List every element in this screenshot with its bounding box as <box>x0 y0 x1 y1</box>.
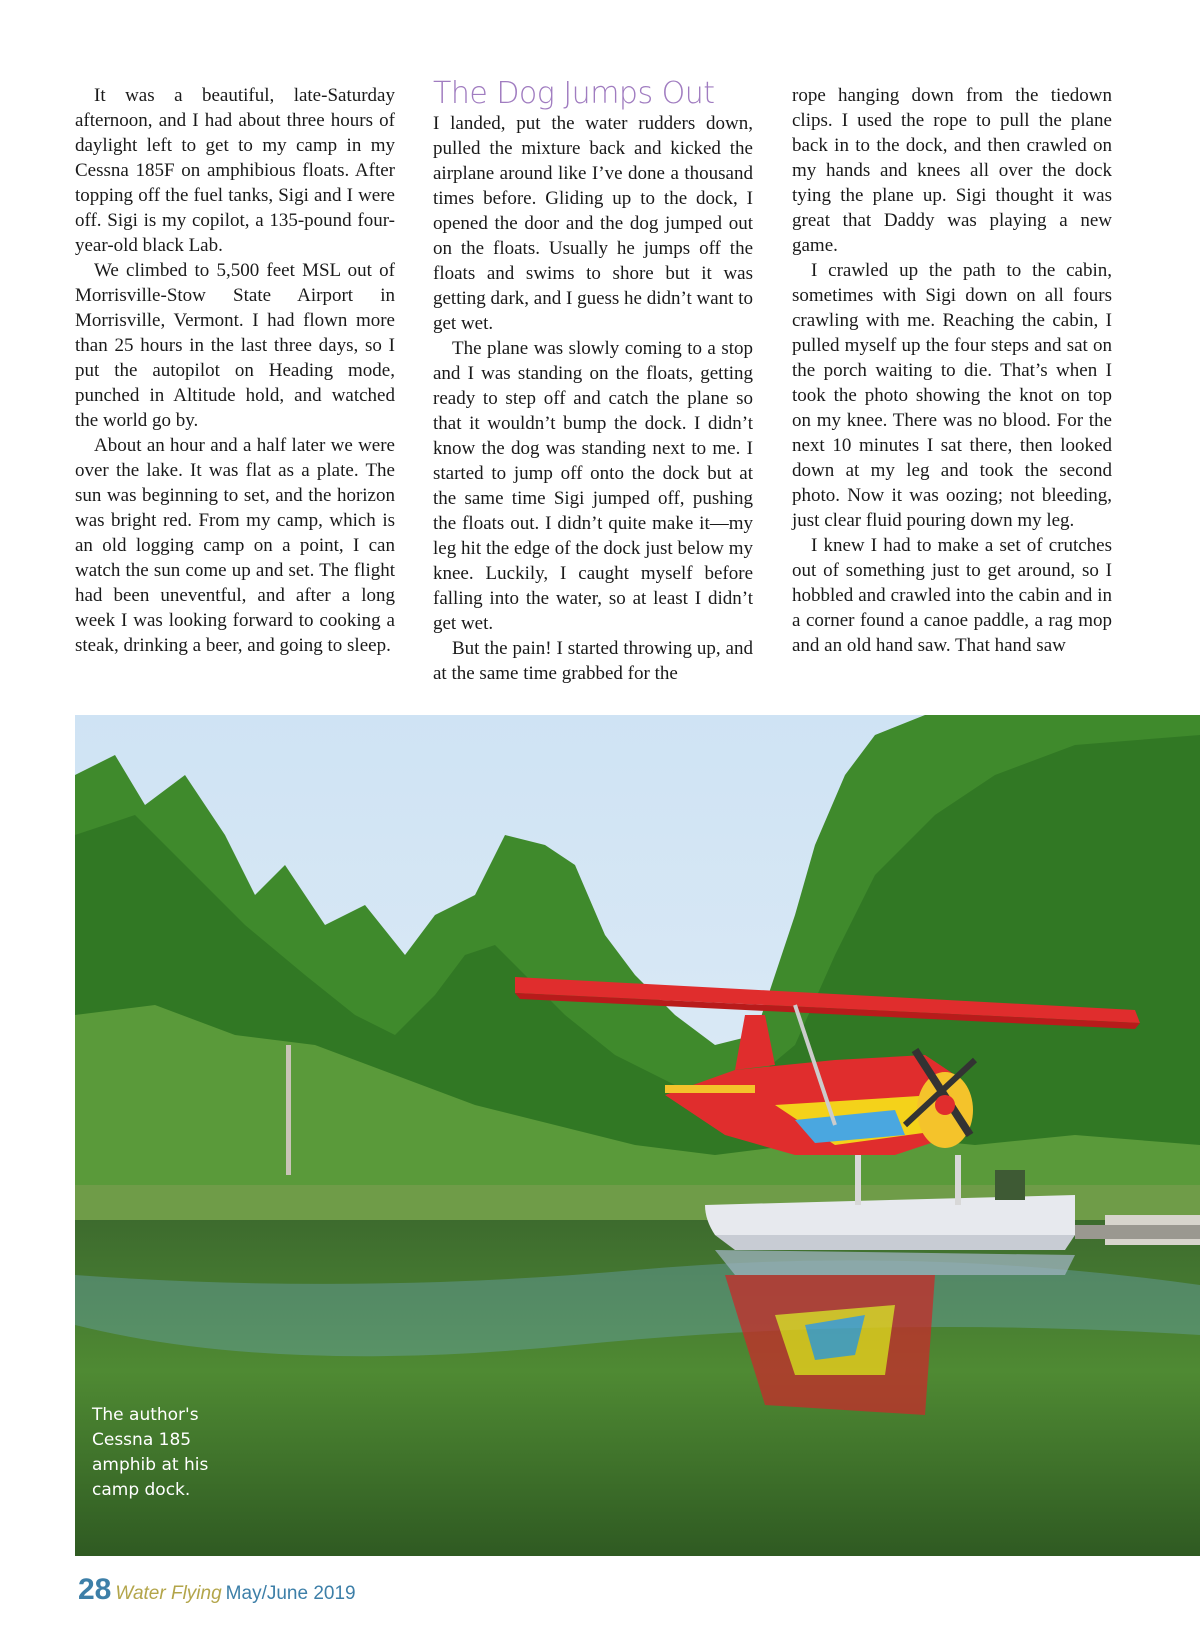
page-number: 28 <box>78 1573 112 1606</box>
paragraph: The plane was slowly coming to a stop and I was standing on the floats, getting ready to step off and catch the plane so that it wouldn’t bump the dock. I didn’t know the dog was standing next to me. I started to jump off onto the dock but at the same time Sigi jumped off, pushing the floats out. I didn’t quite make it—my leg hit the edge of the dock just below my knee. Luckily, I caught myself before falling into the water, so at least I didn’t get wet. <box>433 338 753 634</box>
seaplane-photo <box>75 715 1200 1556</box>
article-column-1 <box>75 83 395 658</box>
paragraph: I knew I had to make a set of crutches out of something just to get around, so I hobbled and crawled into the cabin and in a corner found a canoe paddle, a rag mop and an old hand saw. That hand saw <box>792 535 1112 656</box>
paragraph: I landed, put the water rudders down, pulled the mixture back and kicked the airplane around like I’ve done a thousand times before. Gliding up to the dock, I opened the door and the dog jumped out on the floats. Usually he jumps off the floats and swims to shore but it was getting dark, and I guess he didn’t want to get wet. <box>433 113 753 334</box>
section-heading: The Dog Jumps Out <box>433 76 715 111</box>
photo-caption: The author's Cessna 185 amphib at his camp dock. <box>92 1405 209 1500</box>
paragraph: But the pain! I started throwing up, and at the same time grabbed for the <box>433 638 753 684</box>
article-column-3 <box>792 83 1112 658</box>
paragraph: I crawled up the path to the cabin, sometimes with Sigi down on all fours crawling with me. Reaching the cabin, I pulled myself up the four steps and sat on the porch waiting to die. That’s when I took the photo showing the knot on top on my knee. There was no blood. For the next 10 minutes I sat there, then looked down at my leg and took the second photo. Now it was oozing; not bleeding, just clear fluid pouring down my leg. <box>792 260 1112 531</box>
paragraph: About an hour and a half later we were over the lake. It was flat as a plate. The sun was beginning to set, and the horizon was bright red. From my camp, which is an old logging camp on a point, I can watch the sun come up and set. The flight had been uneventful, and after a long week I was looking forward to cooking a steak, drinking a beer, and going to sleep. <box>75 435 395 656</box>
magazine-issue: May/June 2019 <box>225 1583 356 1604</box>
article-column-2 <box>433 77 753 686</box>
paragraph: It was a beautiful, late-Saturday afternoon, and I had about three hours of daylight left to get to my camp in my Cessna 185F on amphibious floats. After topping off the fuel tanks, Sigi and I were off. Sigi is my copilot, a 135-pound four-year-old black Lab. <box>75 85 395 256</box>
paragraph: rope hanging down from the tiedown clips. I used the rope to pull the plane back in to the dock, and then crawled on my hands and knees all over the dock tying the plane up. Sigi thought it was great that Daddy was playing a new game. <box>792 85 1112 256</box>
magazine-title: Water Flying <box>115 1583 222 1604</box>
page-footer <box>78 1573 356 1607</box>
seaplane-lake-image <box>75 715 1200 1556</box>
paragraph: We climbed to 5,500 feet MSL out of Morrisville-Stow State Airport in Morrisville, Vermont. I had flown more than 25 hours in the last three days, so I put the autopilot on Heading mode, punched in Altitude hold, and watched the world go by. <box>75 260 395 431</box>
